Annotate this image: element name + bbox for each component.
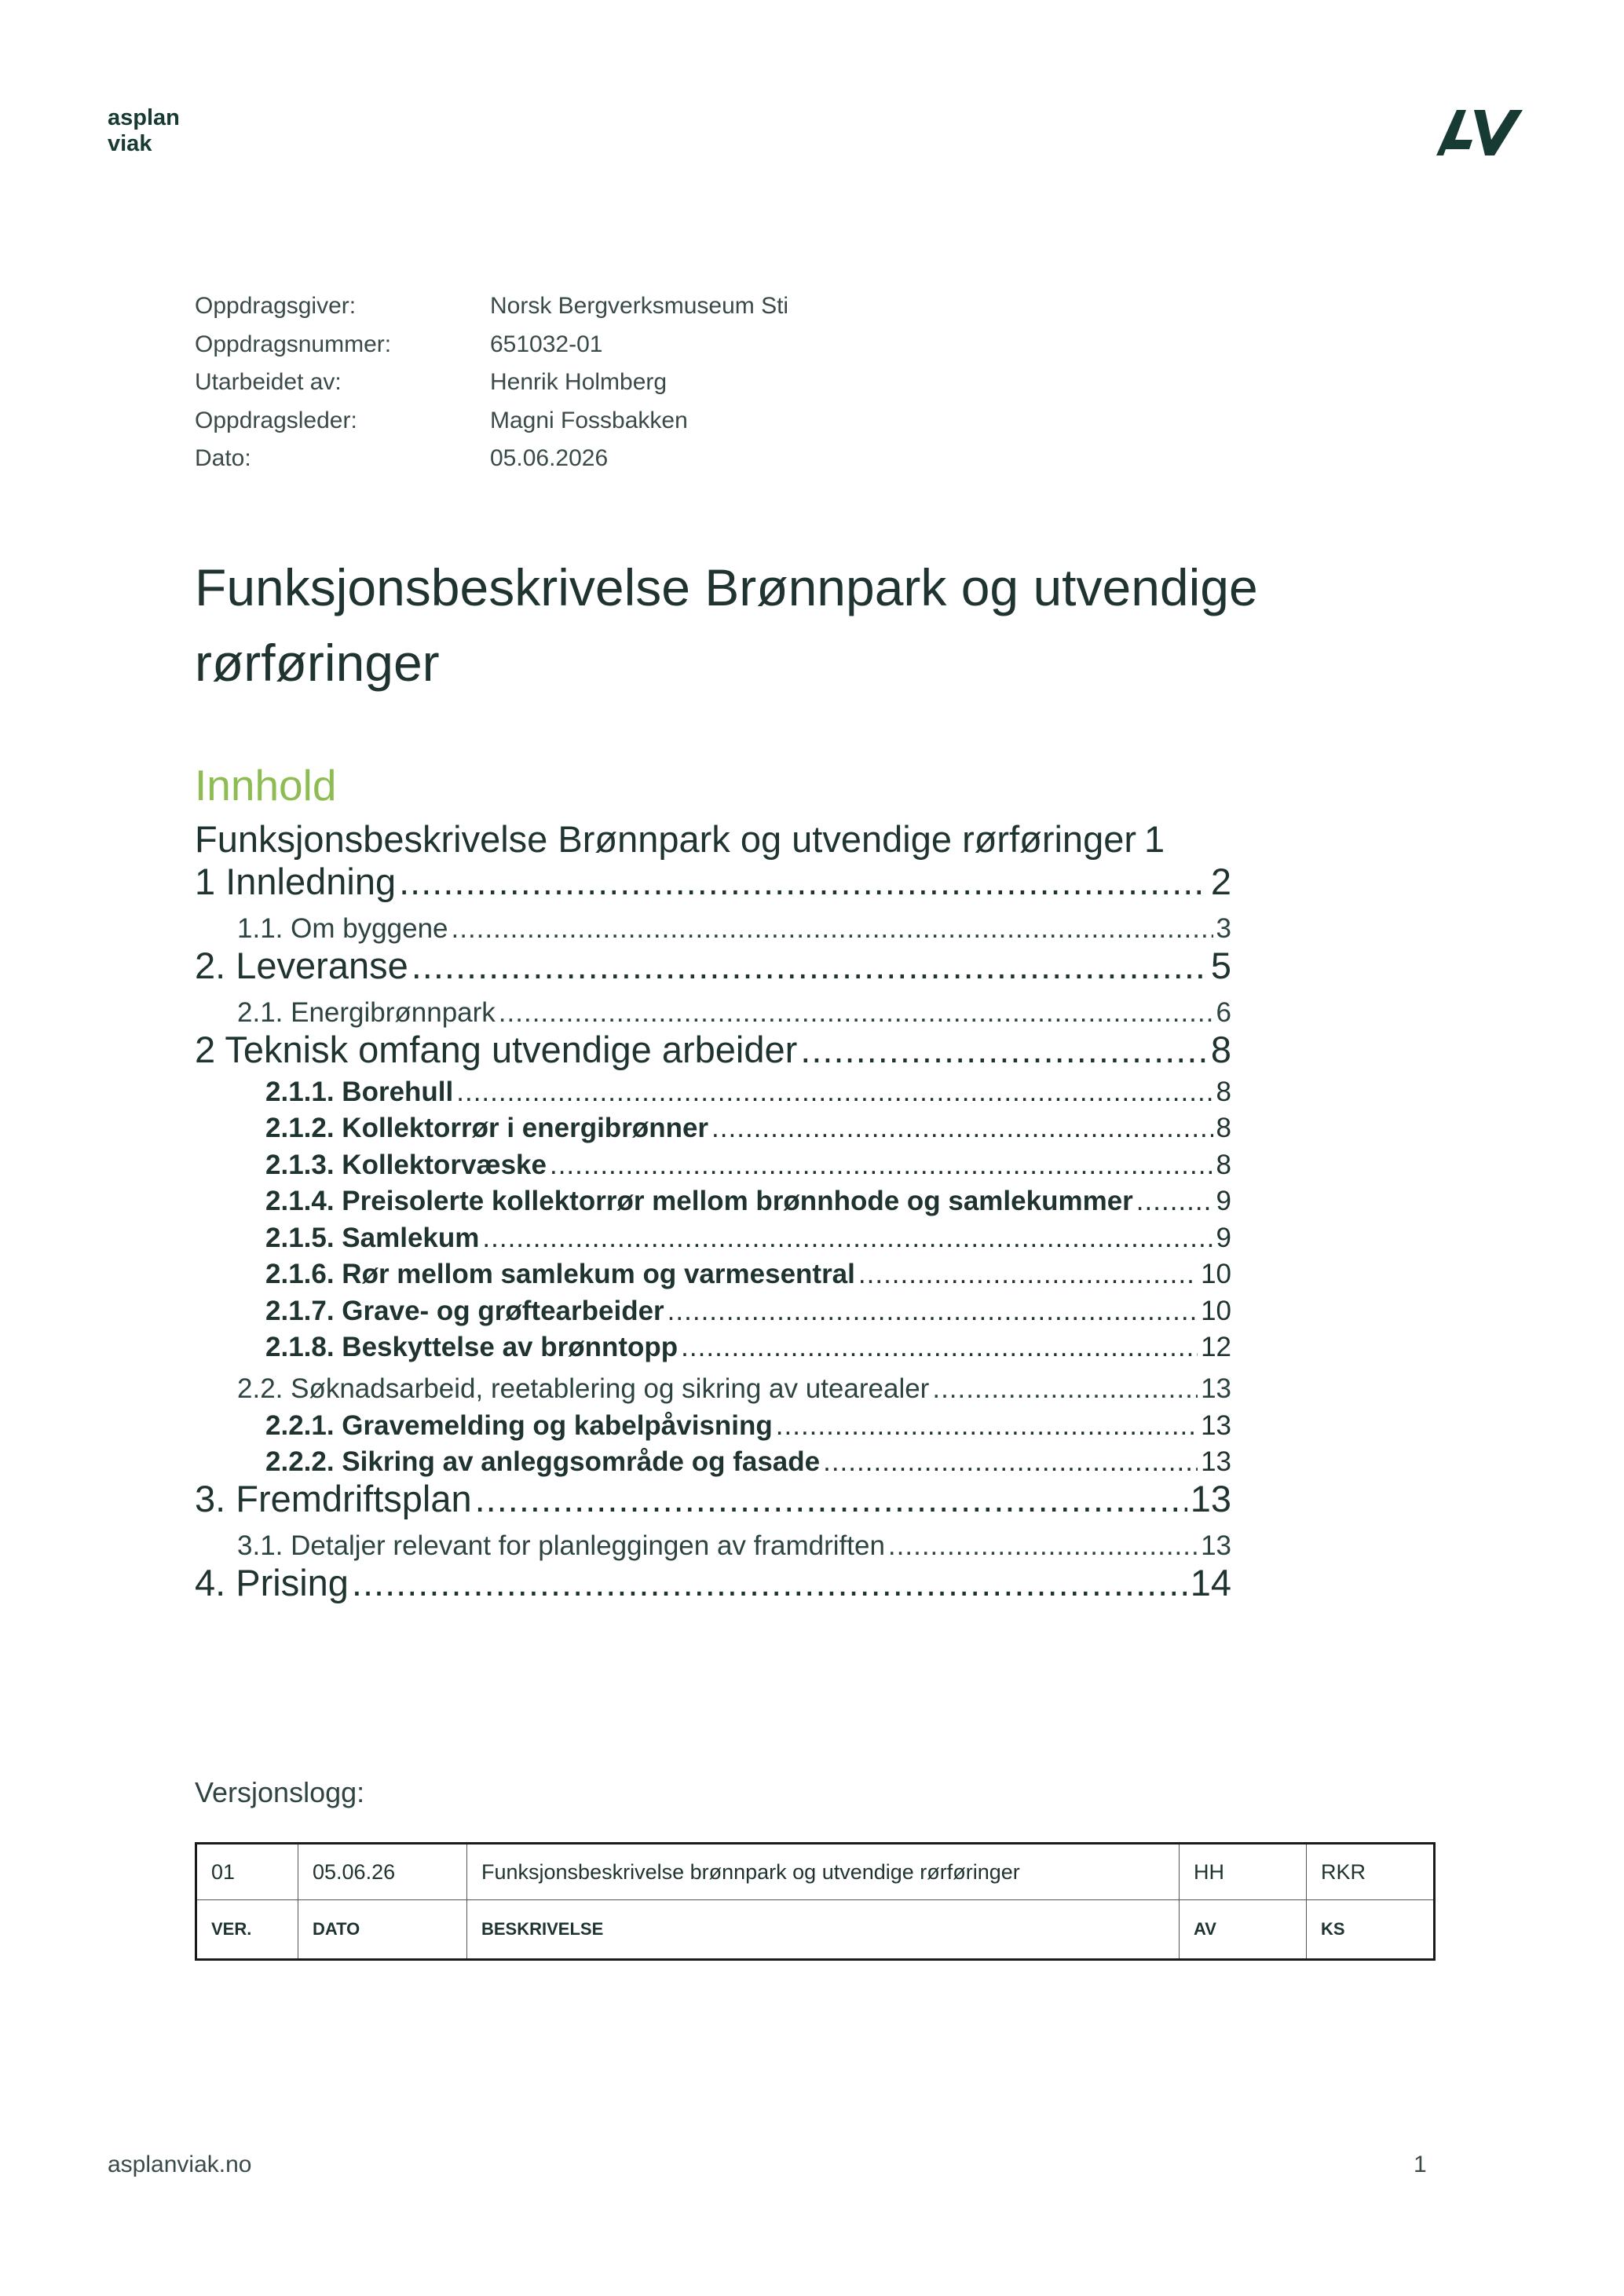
meta-row-date bbox=[195, 440, 788, 478]
toc-heading: Innhold bbox=[195, 761, 337, 810]
toc-leader bbox=[800, 1029, 1208, 1071]
toc-leader bbox=[475, 1478, 1187, 1520]
toc-leader bbox=[452, 913, 1213, 945]
toc-entry[interactable] bbox=[195, 1254, 1231, 1291]
meta-value: 05.06.2026 bbox=[490, 445, 609, 472]
toc-leader bbox=[888, 1530, 1198, 1562]
toc-entry[interactable] bbox=[195, 1290, 1231, 1327]
toc-entry-page: 1 bbox=[1144, 818, 1165, 860]
version-log-header-row bbox=[196, 1900, 1435, 1960]
version-cell: 01 bbox=[196, 1844, 298, 1900]
toc-entry[interactable] bbox=[195, 1217, 1231, 1254]
toc-entry-text: 2.1.8. Beskyttelse av brønntopp bbox=[265, 1332, 678, 1362]
toc-entry-page: 8 bbox=[1216, 1076, 1231, 1107]
toc-entry-page: 13 bbox=[1201, 1409, 1231, 1441]
toc-entry-page: 12 bbox=[1201, 1332, 1231, 1362]
meta-key: Dato: bbox=[195, 445, 251, 472]
description-header: BESKRIVELSE bbox=[467, 1900, 1180, 1960]
meta-value: Henrik Holmberg bbox=[490, 369, 668, 396]
toc-entry[interactable] bbox=[195, 1363, 1231, 1405]
footer-page-number: 1 bbox=[1414, 2152, 1427, 2177]
meta-row-project-number bbox=[195, 326, 788, 364]
toc-leader bbox=[399, 861, 1208, 903]
date-header: DATO bbox=[298, 1900, 467, 1960]
toc-entry-text: Funksjonsbeskrivelse Brønnpark og utvendige rørføringer bbox=[195, 818, 1137, 860]
meta-key: Oppdragsleder: bbox=[195, 407, 357, 433]
toc-entry-page: 9 bbox=[1216, 1186, 1231, 1216]
version-log-label: Versjonslogg: bbox=[195, 1776, 365, 1808]
toc-entry-page: 13 bbox=[1201, 1530, 1231, 1561]
version-header: VER. bbox=[196, 1900, 298, 1960]
toc-entry-text: 4. Prising bbox=[195, 1562, 349, 1603]
toc-entry-text: 2.1.4. Preisolerte kollektorrør mellom brønnhode og samlekummer bbox=[265, 1186, 1133, 1216]
toc-entry-page: 13 bbox=[1190, 1478, 1231, 1519]
toc-entry-page: 5 bbox=[1210, 945, 1231, 986]
toc-entry[interactable] bbox=[195, 987, 1231, 1029]
document-title-line2: rørføringer bbox=[195, 634, 440, 692]
toc-entry-text: 3. Fremdriftsplan bbox=[195, 1478, 472, 1519]
table-of-contents bbox=[195, 813, 1231, 1604]
qa-cell: RKR bbox=[1307, 1844, 1435, 1900]
toc-entry-text: 1 Innledning bbox=[195, 861, 397, 902]
meta-row-project-lead bbox=[195, 402, 788, 441]
toc-entry-page: 14 bbox=[1190, 1562, 1231, 1603]
toc-entry-page: 8 bbox=[1210, 1029, 1231, 1070]
toc-entry-page: 10 bbox=[1201, 1259, 1231, 1289]
av-monogram-icon bbox=[1433, 105, 1526, 159]
toc-leader bbox=[668, 1296, 1198, 1327]
meta-key: Utarbeidet av: bbox=[195, 369, 342, 396]
toc-entry-text: 3.1. Detaljer relevant for planleggingen av framdriften bbox=[237, 1530, 885, 1561]
toc-entry-page: 3 bbox=[1216, 913, 1231, 944]
toc-leader bbox=[352, 1562, 1187, 1604]
toc-entry-page: 8 bbox=[1216, 1113, 1231, 1143]
toc-entry[interactable] bbox=[195, 1071, 1231, 1108]
toc-entry[interactable] bbox=[195, 903, 1231, 945]
toc-entry[interactable] bbox=[195, 1562, 1231, 1604]
toc-entry[interactable] bbox=[195, 1029, 1231, 1071]
meta-value: Norsk Bergverksmuseum Sti bbox=[490, 293, 789, 320]
brand-wordmark bbox=[108, 105, 180, 157]
toc-entry-page: 8 bbox=[1216, 1149, 1231, 1180]
toc-leader bbox=[1136, 1186, 1213, 1217]
meta-row-author bbox=[195, 364, 788, 402]
footer-website-link[interactable]: asplanviak.no bbox=[108, 2152, 252, 2177]
document-title bbox=[195, 550, 1451, 700]
toc-leader bbox=[456, 1077, 1213, 1108]
toc-leader bbox=[411, 945, 1208, 987]
description-cell: Funksjonsbeskrivelse brønnpark og utvendige rørføringer bbox=[467, 1844, 1180, 1900]
toc-leader bbox=[482, 1223, 1213, 1254]
meta-key: Oppdragsgiver: bbox=[195, 293, 357, 320]
toc-entry-page: 10 bbox=[1201, 1295, 1231, 1326]
toc-entry-text: 2.1.1. Borehull bbox=[265, 1076, 454, 1107]
toc-entry-text: 2.2.1. Gravemelding og kabelpåvisning bbox=[265, 1409, 773, 1441]
brand-wordmark-line1: asplan bbox=[108, 105, 180, 130]
toc-entry-text: 2.1.6. Rør mellom samlekum og varmesentral bbox=[265, 1259, 855, 1289]
toc-entry-text: 2.2. Søknadsarbeid, reetablering og sikring av utearealer bbox=[237, 1373, 930, 1404]
toc-entry[interactable] bbox=[195, 861, 1231, 903]
toc-entry-text: 2.1. Energibrønnpark bbox=[237, 997, 496, 1028]
meta-key: Oppdragsnummer: bbox=[195, 331, 392, 357]
qa-header: KS bbox=[1307, 1900, 1435, 1960]
brand-wordmark-line2: viak bbox=[108, 131, 152, 156]
toc-entry-page: 13 bbox=[1201, 1446, 1231, 1477]
document-title-line1: Funksjonsbeskrivelse Brønnpark og utvendige bbox=[195, 558, 1258, 616]
meta-value: Magni Fossbakken bbox=[490, 407, 688, 433]
toc-leader bbox=[681, 1332, 1198, 1363]
metadata-block bbox=[195, 287, 788, 478]
toc-entry[interactable] bbox=[195, 1405, 1231, 1442]
toc-entry[interactable] bbox=[195, 945, 1231, 987]
date-cell: 05.06.26 bbox=[298, 1844, 467, 1900]
author-cell: HH bbox=[1180, 1844, 1307, 1900]
toc-entry-page: 13 bbox=[1201, 1373, 1231, 1404]
version-log-row bbox=[196, 1844, 1435, 1900]
toc-leader bbox=[858, 1259, 1198, 1290]
toc-entry-text: 2. Leveranse bbox=[195, 945, 408, 986]
toc-entry-page: 2 bbox=[1210, 861, 1231, 902]
author-header: AV bbox=[1180, 1900, 1307, 1960]
toc-entry[interactable] bbox=[195, 1520, 1231, 1562]
toc-entry[interactable] bbox=[195, 1442, 1231, 1479]
version-log-table bbox=[195, 1842, 1436, 1961]
toc-entry-text: 2.1.2. Kollektorrør i energibrønner bbox=[265, 1113, 709, 1143]
toc-entry-text: 1.1. Om byggene bbox=[237, 913, 448, 944]
toc-leader bbox=[550, 1150, 1213, 1181]
toc-entry-text: 2.2.2. Sikring av anleggsområde og fasade bbox=[265, 1446, 821, 1477]
toc-leader bbox=[932, 1373, 1198, 1405]
toc-entry[interactable] bbox=[195, 1181, 1231, 1218]
toc-entry[interactable] bbox=[195, 813, 1231, 861]
toc-leader bbox=[823, 1446, 1198, 1478]
toc-entry-page: 6 bbox=[1216, 997, 1231, 1028]
toc-leader bbox=[499, 997, 1213, 1029]
toc-entry-text: 2.1.5. Samlekum bbox=[265, 1222, 480, 1253]
toc-entry-text: 2.1.7. Grave- og grøftearbeider bbox=[265, 1295, 664, 1326]
toc-entry[interactable] bbox=[195, 1144, 1231, 1181]
toc-entry[interactable] bbox=[195, 1478, 1231, 1520]
meta-row-client bbox=[195, 287, 788, 326]
toc-entry-text: 2 Teknisk omfang utvendige arbeider bbox=[195, 1029, 798, 1070]
toc-entry-text: 2.1.3. Kollektorvæske bbox=[265, 1149, 547, 1180]
toc-entry[interactable] bbox=[195, 1327, 1231, 1364]
toc-leader bbox=[776, 1410, 1198, 1442]
toc-entry-page: 9 bbox=[1216, 1222, 1231, 1253]
toc-leader bbox=[711, 1113, 1213, 1144]
meta-value: 651032-01 bbox=[490, 331, 603, 357]
toc-entry[interactable] bbox=[195, 1108, 1231, 1145]
